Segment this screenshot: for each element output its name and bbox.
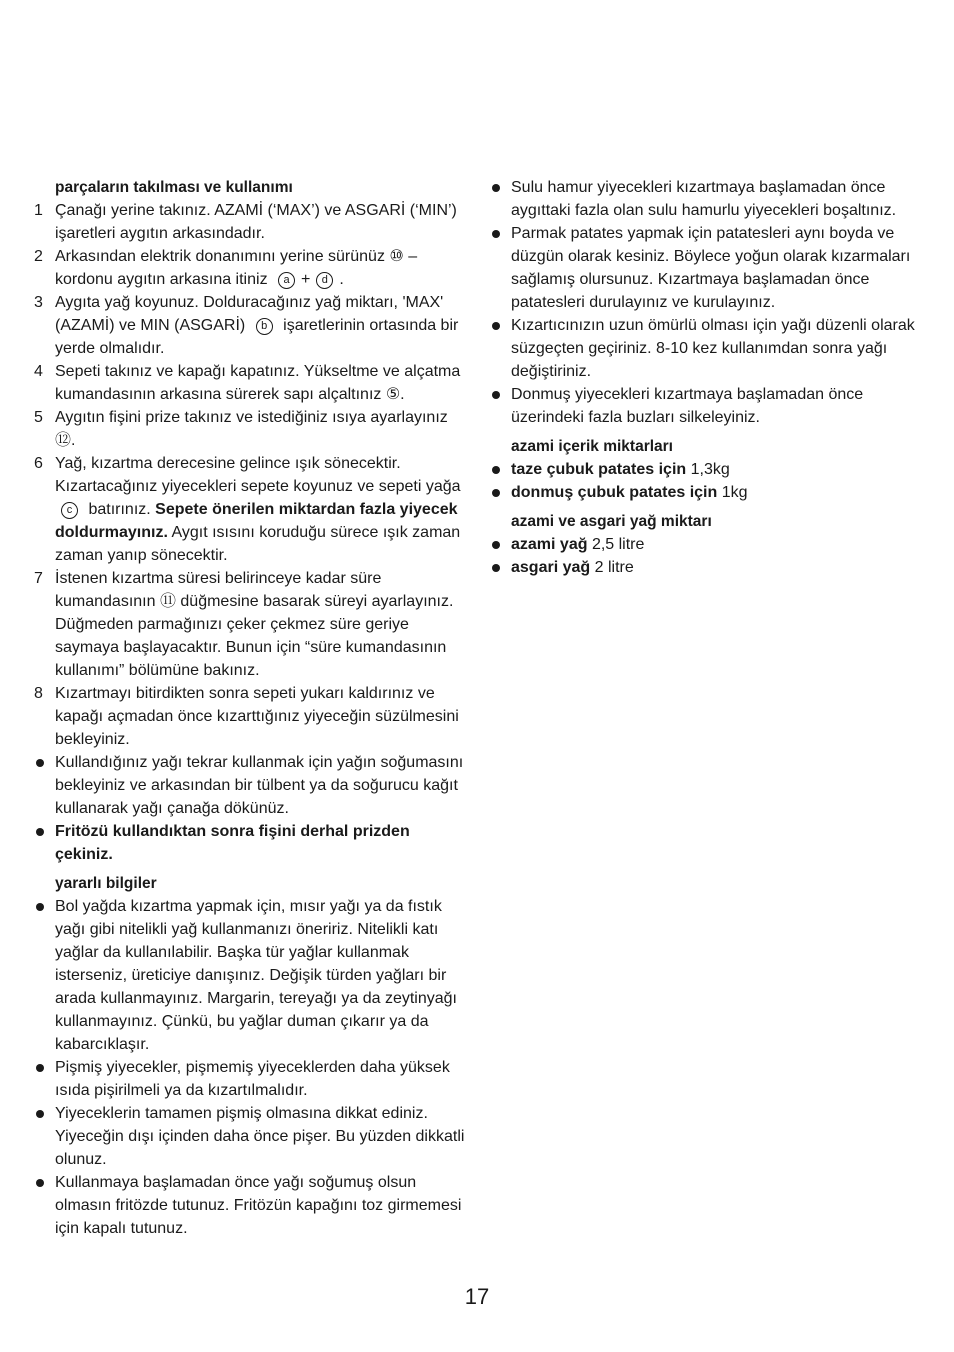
bullet-icon: [36, 828, 44, 836]
step-text-mid: batırınız.: [88, 501, 151, 518]
bullet-icon: [36, 903, 44, 911]
step-number: 4: [34, 363, 43, 380]
step-text-end: Aygıt ısısını koruduğu sürece ışık zaman zaman yanıp sönecektir.: [55, 524, 461, 564]
oil-item: [490, 556, 930, 579]
step-text: Arkasından elektrik donanımını yerine sürünüz ⑩ – kordonu aygıtın arkasına itiniz: [55, 248, 418, 288]
warning-text: Sepete önerilen miktardan fazla yiyecek doldurmayınız.: [55, 501, 458, 541]
bullet-text: Kullanmaya başlamadan önce yağı soğumuş olsun olmasın fritözde tutunuz. Fritözün kapağını toz girmemesi için kapalı tutunuz.: [55, 1174, 462, 1237]
section-heading-capacity: azami içerik miktarları: [511, 438, 673, 455]
bullet-icon: [36, 1064, 44, 1072]
bullet-icon: [492, 230, 500, 238]
bullet-text: Pişmiş yiyecekler, pişmemiş yiyeceklerden daha yüksek ısıda pişirilmeli ya da kızartılmalıdır.: [55, 1059, 450, 1099]
step-number: 5: [34, 409, 43, 426]
bullet-icon: [492, 184, 500, 192]
step-text-end: işaretlerinin ortasında bir yerde olmalıdır.: [55, 317, 459, 357]
step-text: Çanağı yerine takınız. AZAMİ (‘MAX’) ve ASGARİ (‘MIN’) işaretleri aygıtın arkasındadır.: [55, 202, 457, 242]
bullet-item: [490, 383, 930, 429]
step-5: [34, 406, 466, 452]
bullet-icon: [36, 1179, 44, 1187]
bullet-item: [34, 1171, 466, 1240]
oil-item: [490, 533, 930, 556]
step-1: [34, 199, 466, 245]
section-heading-tips: yararlı bilgiler: [55, 875, 157, 892]
step-8: [34, 682, 466, 751]
bullet-text: Kullandığınız yağı tekrar kullanmak için yağın soğumasını bekleyiniz ve arkasından bir tülbent ya da soğurucu kağıt kullanarak yağı çanağa dökünüz.: [55, 754, 464, 817]
step-2: [34, 245, 466, 291]
capacity-item: [490, 481, 930, 504]
bullet-text: Bol yağda kızartma yapmak için, mısır yağı ya da fıstık yağı gibi nitelikli yağ kullanmanızı öneririz. Nitelikli katı yağlar da kullanılabilir. Başka tür yağlar kullanmak isterseniz, üreticiye danışınız. Değişik türden yağları bir arada kullanmayınız. Margarin, tereyağı ya da zeytinyağı kullanmayınız. Çünkü, bu yağlar duman çıkarır ya da kabarcıklaşır.: [55, 898, 457, 1053]
bullet-icon: [36, 1110, 44, 1118]
step-6: [34, 452, 466, 567]
bullet-item: [490, 222, 930, 314]
bullet-item: [34, 1056, 466, 1102]
circled-letter-a: a: [278, 272, 295, 289]
step-number: 3: [34, 294, 43, 311]
bullet-icon: [492, 489, 500, 497]
section-heading-assembly: parçaların takılması ve kullanımı: [55, 179, 293, 196]
oil-label: azami yağ: [511, 536, 588, 553]
step-4: [34, 360, 466, 406]
step-text: Aygıta yağ koyunuz. Dolduracağınız yağ miktarı, 'MAX' (AZAMİ) ve MIN (ASGARİ): [55, 294, 444, 334]
bullet-icon: [492, 391, 500, 399]
bullet-text: Yiyeceklerin tamamen pişmiş olmasına dikkat ediniz. Yiyeceğin dışı içinden daha önce pişer. Bu yüzden dikkatli olunuz.: [55, 1105, 465, 1168]
step-text: Kızartmayı bitirdikten sonra sepeti yukarı kaldırınız ve kapağı açmadan önce kızarttığınız yiyeceğin süzülmesini bekleyiniz.: [55, 685, 459, 748]
step-number: 7: [34, 570, 43, 587]
left-column: [34, 176, 466, 1240]
bullet-item: [490, 176, 930, 222]
step-text: Aygıtın fişini prize takınız ve istediğiniz ısıya ayarlayınız ⑫.: [55, 409, 448, 449]
bullet-icon: [492, 564, 500, 572]
bullet-item: [34, 895, 466, 1056]
bullet-item: [490, 314, 930, 383]
step-text-end: .: [339, 271, 344, 288]
bullet-text: Kızartıcınızın uzun ömürlü olması için yağı düzenli olarak süzgeçten geçiriniz. 8-10 kez kullanımdan sonra yağı değiştiriniz.: [511, 317, 915, 380]
bullet-item: [34, 751, 466, 820]
bullet-bold-text: Fritözü kullandıktan sonra fişini derhal prizden çekiniz.: [55, 823, 410, 863]
step-text: Sepeti takınız ve kapağı kapatınız. Yükseltme ve alçatma kumandasının arkasına sürerek sapı alçaltınız ⑤.: [55, 363, 461, 403]
page-number: 17: [464, 1284, 490, 1309]
bullet-icon: [492, 541, 500, 549]
bullet-text: Donmuş yiyecekleri kızartmaya başlamadan önce üzerindeki fazla buzları silkeleyiniz.: [511, 386, 864, 426]
oil-value: 2 litre: [594, 559, 634, 576]
oil-label: asgari yağ: [511, 559, 591, 576]
step-number: 6: [34, 455, 43, 472]
bullet-item: [34, 820, 466, 866]
capacity-item: [490, 458, 930, 481]
bullet-text: Parmak patates yapmak için patatesleri aynı boyda ve düzgün olarak kesiniz. Böylece yoğun olarak kızarmaları sağlamış olursunuz. Kızartmaya başlamadan önce patatesleri durulayınız ve kurulayınız.: [511, 225, 911, 311]
capacity-label: taze çubuk patates için: [511, 461, 687, 478]
capacity-label: donmuş çubuk patates için: [511, 484, 718, 501]
step-number: 1: [34, 202, 43, 219]
plus-sign: +: [301, 271, 311, 288]
right-column: [490, 176, 930, 579]
step-7: [34, 567, 466, 682]
section-heading-oil: azami ve asgari yağ miktarı: [511, 513, 712, 530]
bullet-text: Sulu hamur yiyecekleri kızartmaya başlamadan önce aygıttaki fazla olan sulu hamurlu yiyecekleri boşaltınız.: [511, 179, 897, 219]
step-number: 8: [34, 685, 43, 702]
bullet-item: [34, 1102, 466, 1171]
bullet-icon: [36, 759, 44, 767]
capacity-value: 1,3kg: [690, 461, 730, 478]
bullet-icon: [492, 322, 500, 330]
circled-letter-d: d: [316, 272, 333, 289]
step-text: Yağ, kızartma derecesine gelince ışık sönecektir. Kızartacağınız yiyecekleri sepete koyunuz ve sepeti yağa: [55, 455, 461, 495]
step-3: [34, 291, 466, 360]
oil-value: 2,5 litre: [591, 536, 645, 553]
step-text: İstenen kızartma süresi belirinceye kadar süre kumandasının ⑪ düğmesine basarak süreyi ayarlayınız. Düğmeden parmağınızı çeker çekmez süre geriye saymaya başlayacaktır. Bunun için “süre kumandasının kullanımı” bölümüne bakınız.: [55, 570, 454, 679]
circled-letter-b: b: [256, 318, 273, 335]
bullet-icon: [492, 466, 500, 474]
step-number: 2: [34, 248, 43, 265]
capacity-value: 1kg: [721, 484, 748, 501]
circled-letter-c: c: [61, 502, 78, 519]
